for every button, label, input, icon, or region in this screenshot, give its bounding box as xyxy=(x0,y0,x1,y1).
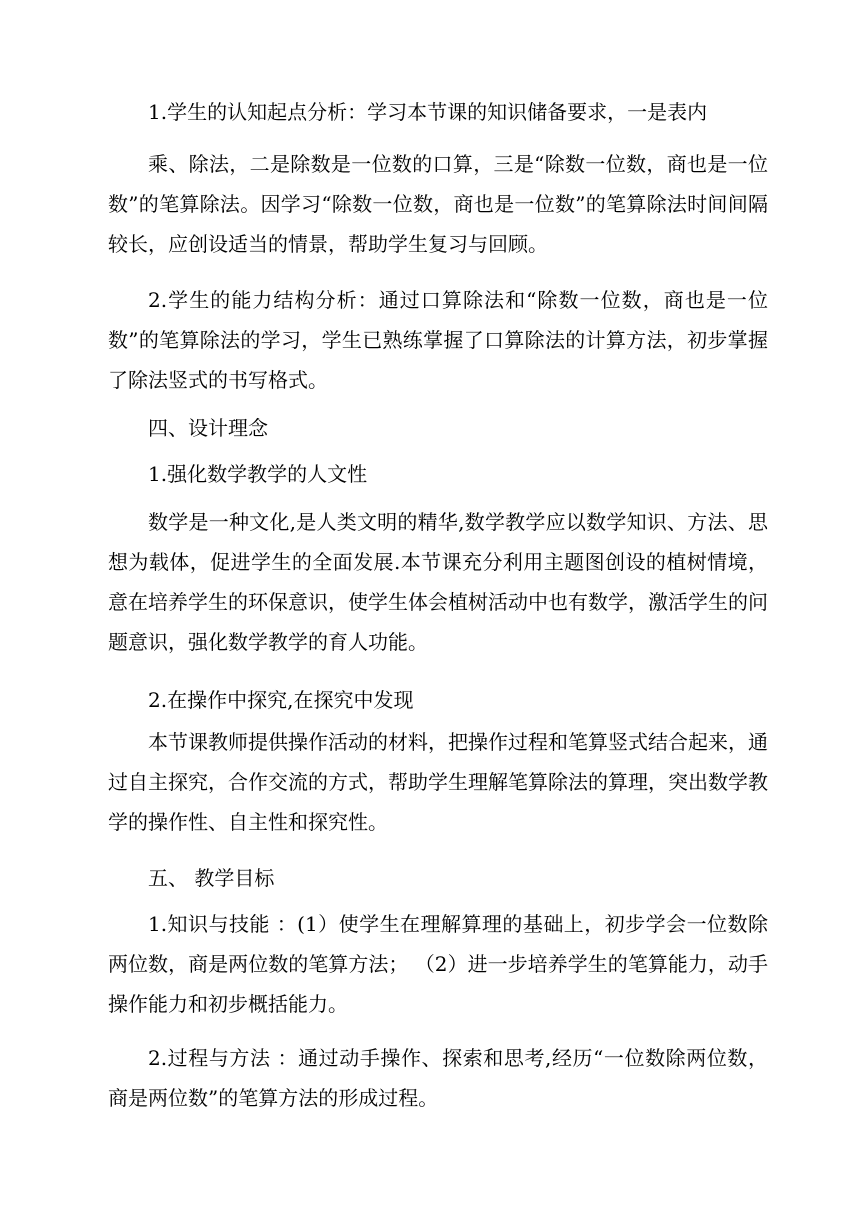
paragraph-process-and-method: 2.过程与方法 ：通过动手操作、探索和思考,经历“一位数除两位数，商是两位数”的笔算方法的形成过程。 xyxy=(108,1046,768,1110)
paragraph-ability-analysis: 2.学生的能力结构分析：通过口算除法和“除数一位数，商也是一位数”的笔算除法的学习，学生已熟练掌握了口算除法的计算方法，初步掌握了除法竖式的书写格式。 xyxy=(108,288,768,392)
paragraph-explore-in-operation: 本节课教师提供操作活动的材料，把操作过程和笔算竖式结合起来，通过自主探究，合作交流的方式，帮助学生理解笔算除法的算理，突出数学教学的操作性、自主性和探究性。 xyxy=(108,730,768,834)
paragraph-cognitive-start-continued: 乘、除法，二是除数是一位数的口算，三是“除数一位数，商也是一位数”的笔算除法。因学习“除数一位数，商也是一位数”的笔算除法时间间隔较长，应创设适当的情景，帮助学生复习与回顾。 xyxy=(108,152,768,256)
paragraph-humanistic-math: 数学是一种文化,是人类文明的精华,数学教学应以数学知识、方法、思想为载体，促进学生的全面发展.本节课充分利用主题图创设的植树情境，意在培养学生的环保意识，使学生体会植树活动中也有数学，激活学生的问题意识，强化数学教学的育人功能。 xyxy=(108,510,768,654)
heading-design-concept: 四、设计理念 xyxy=(148,416,268,440)
paragraph-knowledge-and-skills: 1.知识与技能 ：(1）使学生在理解算理的基础上，初步学会一位数除两位数，商是两位数的笔算方法； （2）进一步培养学生的笔算能力，动手操作能力和初步概括能力。 xyxy=(108,912,768,1016)
subheading-humanistic-math: 1.强化数学教学的人文性 xyxy=(148,462,368,486)
subheading-explore-in-operation: 2.在操作中探究,在探究中发现 xyxy=(148,688,414,712)
heading-teaching-goals: 五、 教学目标 xyxy=(148,866,275,890)
paragraph-cognitive-start-analysis: 1.学生的认知起点分析：学习本节课的知识储备要求，一是表内 xyxy=(148,100,708,124)
